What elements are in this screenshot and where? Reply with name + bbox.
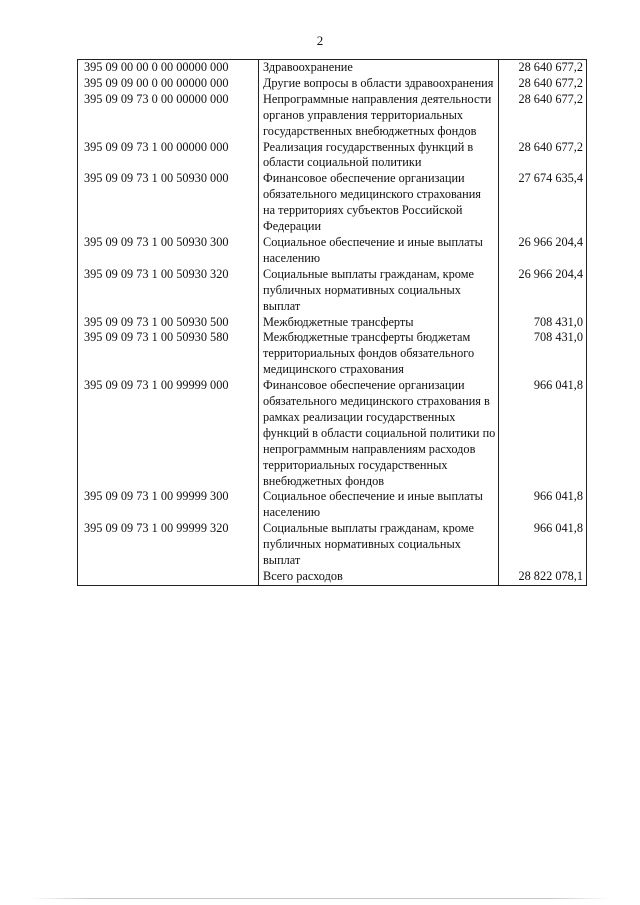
expense-amount: 26 966 204,4: [499, 235, 587, 267]
expenditure-table: [77, 59, 587, 586]
expense-amount: 708 431,0: [499, 330, 587, 378]
scan-edge-line: [30, 898, 610, 899]
budget-code: 395 09 00 00 0 00 00000 000: [78, 60, 259, 76]
budget-code: 395 09 09 73 1 00 50930 300: [78, 235, 259, 267]
table-row: [78, 235, 587, 267]
expense-amount: 966 041,8: [499, 378, 587, 489]
budget-code: 395 09 09 73 0 00 00000 000: [78, 92, 259, 140]
table-row: [78, 267, 587, 315]
budget-code: [78, 569, 259, 585]
expense-amount: 26 966 204,4: [499, 267, 587, 315]
expense-name: Реализация государственных функций в области социальной политики: [259, 140, 499, 172]
table-row: [78, 60, 587, 76]
total-label: Всего расходов: [259, 569, 499, 585]
total-row: [78, 569, 587, 585]
table-row: [78, 330, 587, 378]
expense-amount: 28 640 677,2: [499, 140, 587, 172]
expense-name: Непрограммные направления деятельности органов управления территориальных государственных внебюджетных фондов: [259, 92, 499, 140]
table-row: [78, 171, 587, 235]
expense-name: Межбюджетные трансферты бюджетам территориальных фондов обязательного медицинского страхования: [259, 330, 499, 378]
budget-code: 395 09 09 73 1 00 50930 320: [78, 267, 259, 315]
table-row: [78, 378, 587, 489]
expense-name: Социальные выплаты гражданам, кроме публичных нормативных социальных выплат: [259, 267, 499, 315]
expense-amount: 28 640 677,2: [499, 92, 587, 140]
expense-name: Социальное обеспечение и иные выплаты населению: [259, 489, 499, 521]
table-row: [78, 489, 587, 521]
expense-amount: 708 431,0: [499, 315, 587, 331]
expense-name: Другие вопросы в области здравоохранения: [259, 76, 499, 92]
table-row: [78, 76, 587, 92]
expense-name: Финансовое обеспечение организации обязательного медицинского страхования в рамках реализации государственных функций в области социальной политики по непрограммным направлениям расходов территориальных государственных внебюджетных фондов: [259, 378, 499, 489]
expense-name: Социальное обеспечение и иные выплаты населению: [259, 235, 499, 267]
expense-amount: 28 640 677,2: [499, 76, 587, 92]
expense-name: Межбюджетные трансферты: [259, 315, 499, 331]
expense-amount: 966 041,8: [499, 521, 587, 569]
budget-code: 395 09 09 00 0 00 00000 000: [78, 76, 259, 92]
budget-code: 395 09 09 73 1 00 99999 320: [78, 521, 259, 569]
expense-amount: 27 674 635,4: [499, 171, 587, 235]
total-amount: 28 822 078,1: [499, 569, 587, 585]
budget-code: 395 09 09 73 1 00 99999 300: [78, 489, 259, 521]
expense-amount: 28 640 677,2: [499, 60, 587, 76]
table-row: [78, 92, 587, 140]
expense-name: Здравоохранение: [259, 60, 499, 76]
table-row: [78, 140, 587, 172]
budget-code: 395 09 09 73 1 00 50930 580: [78, 330, 259, 378]
expenditure-table-body: [78, 60, 587, 586]
expense-name: Социальные выплаты гражданам, кроме публичных нормативных социальных выплат: [259, 521, 499, 569]
expense-amount: 966 041,8: [499, 489, 587, 521]
expense-name: Финансовое обеспечение организации обязательного медицинского страхования на территориях субъектов Российской Федерации: [259, 171, 499, 235]
table-row: [78, 521, 587, 569]
budget-code: 395 09 09 73 1 00 50930 500: [78, 315, 259, 331]
table-row: [78, 315, 587, 331]
budget-code: 395 09 09 73 1 00 99999 000: [78, 378, 259, 489]
budget-code: 395 09 09 73 1 00 50930 000: [78, 171, 259, 235]
budget-code: 395 09 09 73 1 00 00000 000: [78, 140, 259, 172]
page-number: 2: [316, 33, 324, 48]
